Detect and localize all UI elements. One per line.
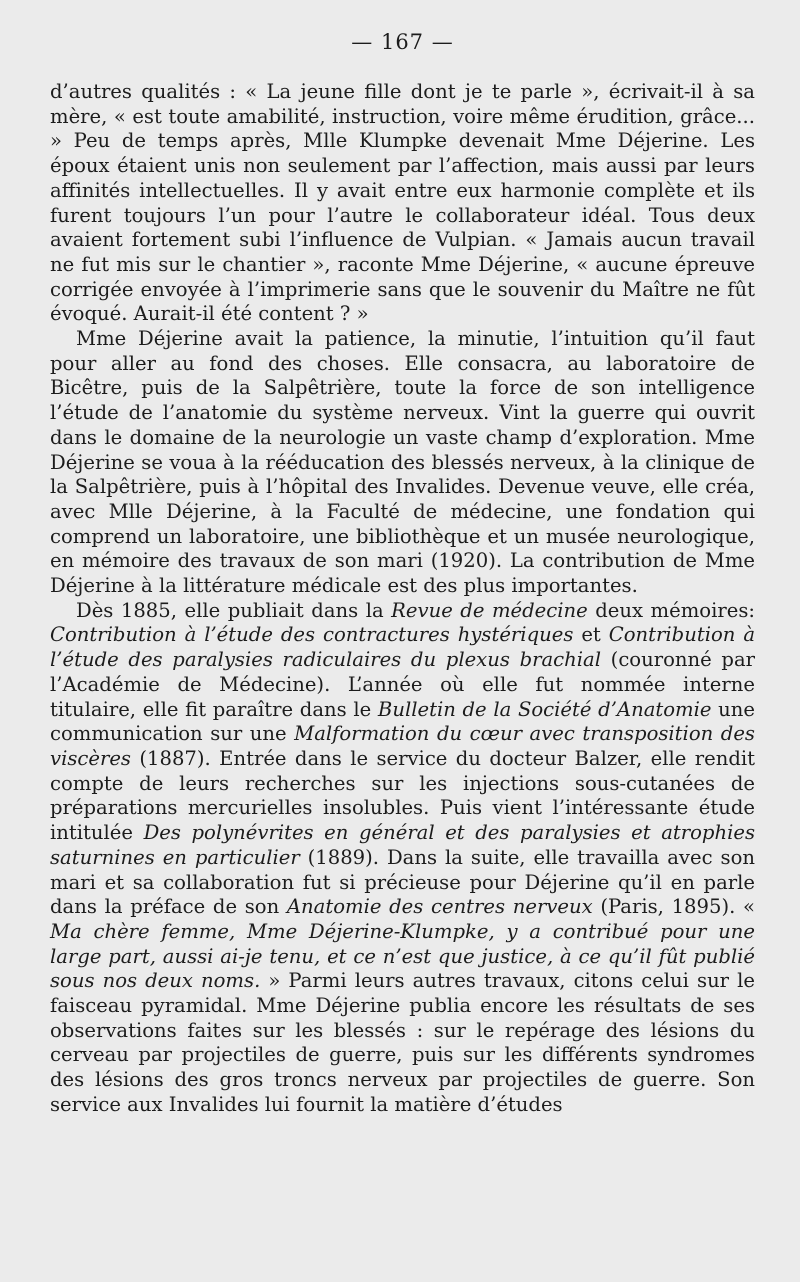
text-run: et [573, 623, 609, 647]
italic-title: Ma chère femme, Mme Déjerine-Klumpke, y a contribué pour une large part, aussi ai-je tenu, et ce n’est que justice, à ce qu’il fût publié sous nos deux noms. [50, 919, 755, 993]
body-text [50, 80, 755, 1118]
italic-title: Des polynévrites en général et des paralysies et atrophies saturnines en particulier [50, 821, 755, 869]
italic-title: Malformation du cœur avec transposition des viscères [50, 722, 755, 770]
italic-title: Anatomie des centres nerveux [286, 895, 593, 919]
text-run: Dès 1885, elle publiait dans la [76, 598, 392, 622]
italic-title: Revue de médecine [391, 598, 588, 622]
paragraph-2 [50, 327, 755, 599]
text-run: Mme Déjerine avait la patience, la minutie, l’intuition qu’il faut pour aller au fond des choses. Elle consacra, au laboratoire de Bicêtre, puis de la Salpêtrière, toute la force de son intelligence l’étude de l’anatomie du système nerveux. Vint la guerre qui ouvrit dans le domaine de la neurologie un vaste champ d’exploration. Mme Déjerine se voua à la rééducation des blessés nerveux, à la clinique de la Salpêtrière, puis à l’hôpital des Invalides. Devenue veuve, elle créa, avec Mlle Déjerine, à la Faculté de médecine, une fondation qui comprend un laboratoire, une bibliothèque et un musée neurologique, en mémoire des travaux de son mari (1920). La contribution de Mme Déjerine à la littérature médicale est des plus importantes. [50, 327, 755, 598]
text-run: (Paris, 1895). « [592, 895, 755, 919]
text-run: deux mémoires: [587, 598, 755, 622]
italic-title: Contribution à l’étude des paralysies radiculaires du plexus brachial [50, 623, 756, 672]
text-run: une communication sur une [50, 697, 756, 746]
text-run: » Parmi leurs autres travaux, citons celui sur le faisceau pyramidal. Mme Déjerine publia encore les résultats de ses observations faites sur les blessés : sur le repérage des lésions du cerveau par projectiles de guerre, puis sur les différents syndromes des lésions des gros troncs nerveux par projectiles de guerre. Son service aux Invalides lui fournit la matière d’études [50, 969, 755, 1116]
page-number: — 167 — [351, 30, 454, 54]
paragraph-1 [50, 80, 755, 327]
text-run: (couronné par l’Académie de Médecine). L’année où elle fut nommée interne titulaire, elle fit paraître dans le [50, 648, 755, 721]
paragraph-3 [50, 599, 755, 1118]
text-run: d’autres qualités : « La jeune fille dont je te parle », écrivait-il à sa mère, « est toute amabilité, instruction, voire même érudition, grâce... » Peu de temps après, Mlle Klumpke devenait Mme Déjerine. Les époux étaient unis non seulement par l’affection, mais aussi par leurs affinités intellectuelles. Il y avait entre eux harmonie complète et ils furent toujours l’un pour l’autre le collaborateur idéal. Tous deux avaient fortement subi l’influence de Vulpian. « Jamais aucun travail ne fut mis sur le chantier », raconte Mme Déjerine, « aucune épreuve corrigée envoyée à l’imprimerie sans que le souvenir du Maître ne fût évoqué. Aurait-il été content ? » [50, 80, 755, 326]
italic-title: Bulletin de la Société d’Anatomie [377, 697, 712, 721]
italic-title: Contribution à l’étude des contractures hystériques [50, 623, 574, 647]
text-run: (1889). Dans la suite, elle travailla avec son mari et sa collaboration fut si précieuse pour Déjerine qu’il en parle dans la préface de son [50, 845, 755, 919]
text-run: (1887). Entrée dans le service du docteur Balzer, elle rendit compte de leurs recherches sur les injections sous-cutanées de préparations mercurielles insolubles. Puis vient l’intéressante étude intitulée [50, 746, 755, 845]
